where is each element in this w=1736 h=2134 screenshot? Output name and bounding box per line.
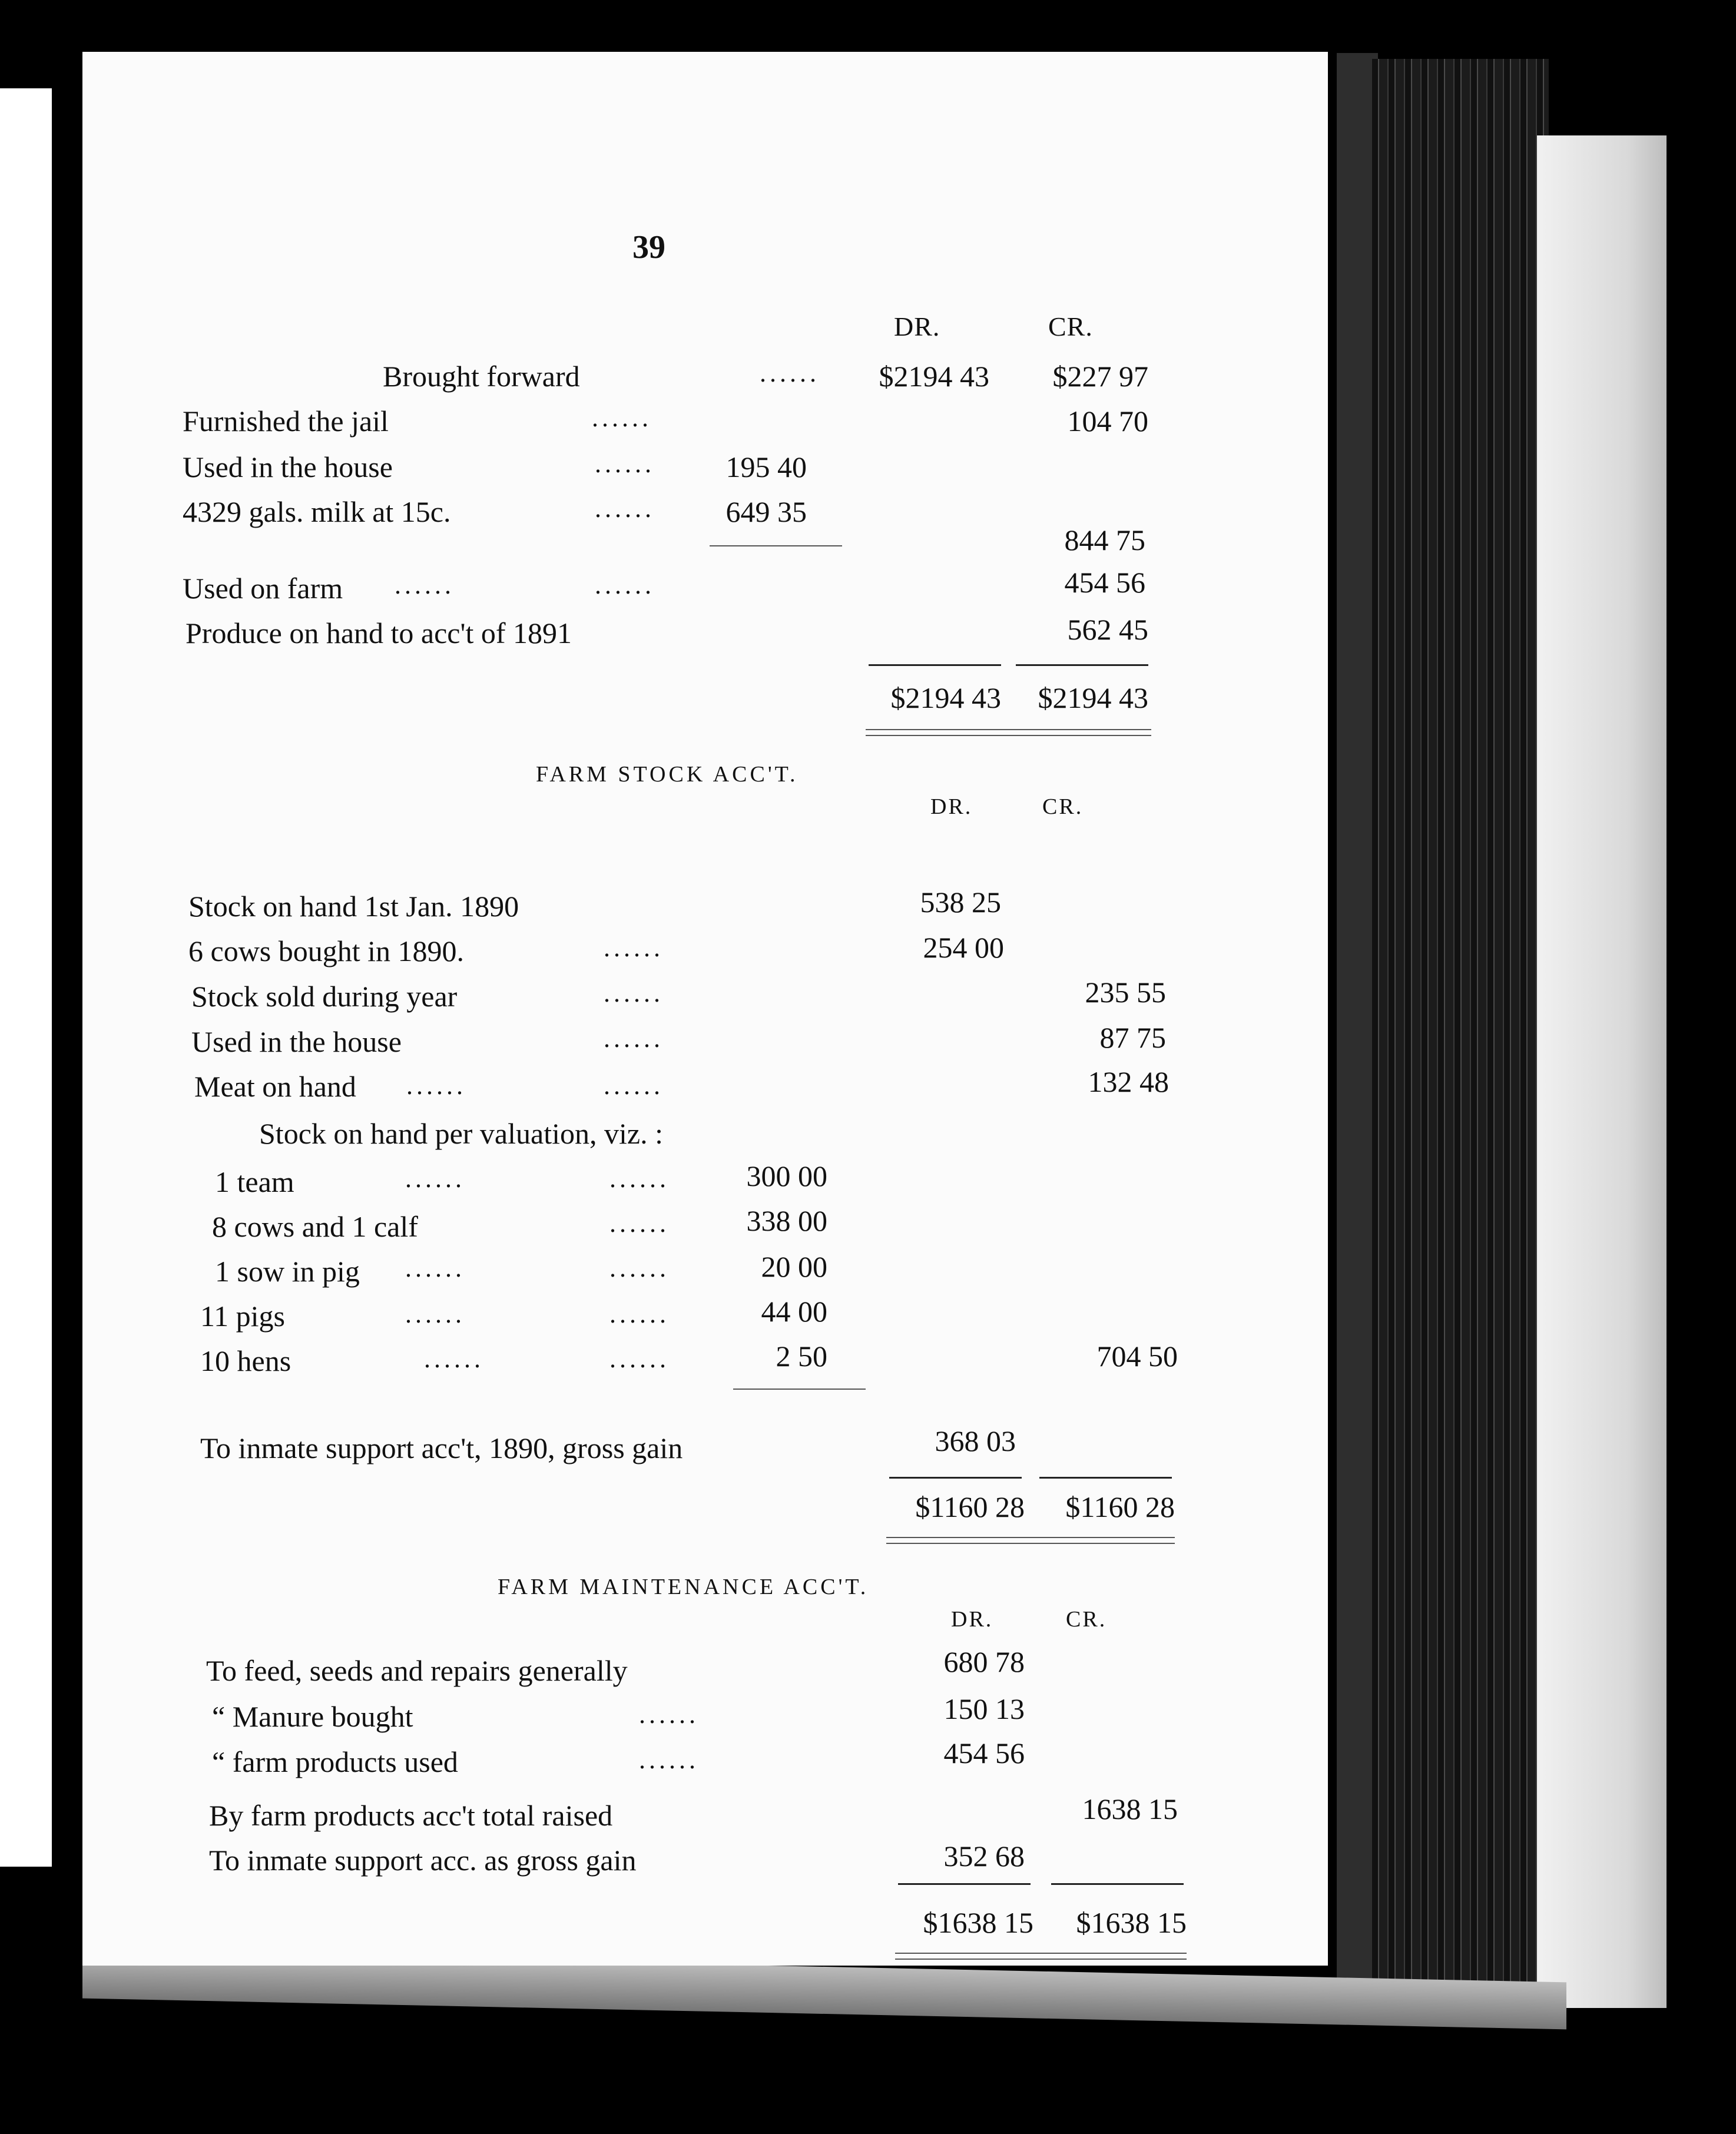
double-rule xyxy=(866,735,1151,736)
valuation-label: Stock on hand per valuation, viz. : xyxy=(259,1117,663,1150)
leader-dots: ...... xyxy=(609,1254,670,1283)
stock-sold-cr: 235 55 xyxy=(1085,976,1166,1009)
by-farm-products-cr: 1638 15 xyxy=(1082,1792,1178,1825)
valuation-item-value: 2 50 xyxy=(776,1340,827,1373)
stock-on-hand-dr: 538 25 xyxy=(920,886,1001,919)
milk-subtotal: 649 35 xyxy=(725,495,807,528)
products-used-dr: 454 56 xyxy=(943,1737,1025,1770)
scanned-page xyxy=(82,52,1328,1966)
valuation-item-label: 1 team xyxy=(215,1165,294,1198)
leader-dots: ...... xyxy=(405,1300,465,1328)
leader-dots: ...... xyxy=(592,403,652,432)
cows-bought-label: 6 cows bought in 1890. xyxy=(188,935,465,967)
farm-maintenance-total-dr: $1638 15 xyxy=(923,1906,1033,1939)
leader-dots: ...... xyxy=(609,1164,670,1193)
subtotal-rule xyxy=(710,545,842,546)
valuation-item-label: 1 sow in pig xyxy=(215,1255,360,1288)
leader-dots: ...... xyxy=(639,1700,699,1729)
stock-on-hand-label: Stock on hand 1st Jan. 1890 xyxy=(188,890,519,923)
leader-dots: ...... xyxy=(760,359,820,387)
leader-dots: ...... xyxy=(609,1344,670,1373)
cows-bought-dr: 254 00 xyxy=(923,931,1004,964)
double-rule xyxy=(886,1543,1175,1544)
feed-label: To feed, seeds and repairs generally xyxy=(206,1654,628,1687)
products-used-label: “ farm products used xyxy=(212,1745,458,1778)
double-rule xyxy=(886,1537,1175,1538)
used-house-subtotal: 195 40 xyxy=(725,450,807,483)
book-page-edges xyxy=(1372,59,1549,2008)
produce-cr: 562 45 xyxy=(1067,613,1148,646)
farm-maintenance-total-cr: $1638 15 xyxy=(1076,1906,1187,1939)
leader-dots: ...... xyxy=(604,979,664,1008)
valuation-item-value: 300 00 xyxy=(746,1159,827,1192)
adjacent-leaf xyxy=(1537,135,1667,2008)
produce-label: Produce on hand to acc't of 1891 xyxy=(185,617,572,650)
valuation-item-value: 44 00 xyxy=(761,1295,827,1328)
inmate-gain-label: To inmate support acc't, 1890, gross gain xyxy=(200,1431,683,1464)
leader-dots: ...... xyxy=(604,933,664,962)
farm-products-total-cr: $2194 43 xyxy=(1038,681,1148,714)
farm-stock-total-dr: $1160 28 xyxy=(915,1490,1025,1523)
total-rule xyxy=(869,664,1001,666)
manure-label: “ Manure bought xyxy=(212,1700,413,1733)
cr-header: CR. xyxy=(1048,312,1093,342)
maintenance-inmate-label: To inmate support acc. as gross gain xyxy=(209,1844,637,1877)
milk-group-total: 844 75 xyxy=(1064,523,1145,556)
stock-used-house-label: Used in the house xyxy=(191,1025,402,1058)
leader-dots: ...... xyxy=(424,1344,484,1373)
furnished-jail-label: Furnished the jail xyxy=(183,405,389,438)
double-rule xyxy=(895,1953,1187,1954)
adjacent-page-edge xyxy=(0,88,52,1867)
leader-dots: ...... xyxy=(639,1745,699,1774)
valuation-item-label: 11 pigs xyxy=(200,1300,285,1333)
maintenance-inmate-dr: 352 68 xyxy=(943,1840,1025,1873)
brought-forward-label: Brought forward xyxy=(383,360,580,393)
double-rule xyxy=(895,1959,1187,1960)
brought-forward-dr: $2194 43 xyxy=(879,360,989,393)
cr-header: CR. xyxy=(1042,794,1084,819)
leader-dots: ...... xyxy=(405,1164,465,1193)
meat-label: Meat on hand xyxy=(194,1070,356,1103)
cr-header: CR. xyxy=(1066,1607,1107,1632)
leader-dots: ...... xyxy=(595,571,655,599)
used-farm-label: Used on farm xyxy=(183,572,343,605)
double-rule xyxy=(866,729,1151,730)
meat-cr: 132 48 xyxy=(1088,1065,1169,1098)
dr-header: DR. xyxy=(930,794,973,819)
valuation-total-cr: 704 50 xyxy=(1096,1340,1178,1373)
total-rule xyxy=(1039,1477,1172,1479)
leader-dots: ...... xyxy=(595,494,655,523)
inmate-gain-dr: 368 03 xyxy=(935,1424,1016,1457)
valuation-item-value: 338 00 xyxy=(746,1204,827,1237)
leader-dots: ...... xyxy=(406,1071,466,1100)
total-rule xyxy=(1016,664,1148,666)
leader-dots: ...... xyxy=(609,1300,670,1328)
valuation-item-label: 8 cows and 1 calf xyxy=(212,1210,418,1243)
section-title-farm-stock: FARM STOCK ACC'T. xyxy=(536,762,799,787)
leader-dots: ...... xyxy=(604,1024,664,1053)
page-number: 39 xyxy=(632,229,665,266)
valuation-item-value: 20 00 xyxy=(761,1250,827,1283)
section-title-farm-maintenance: FARM MAINTENANCE ACC'T. xyxy=(498,1575,869,1599)
total-rule xyxy=(889,1477,1022,1479)
feed-dr: 680 78 xyxy=(943,1645,1025,1678)
milk-label: 4329 gals. milk at 15c. xyxy=(183,495,451,528)
farm-stock-total-cr: $1160 28 xyxy=(1065,1490,1175,1523)
total-rule xyxy=(898,1883,1031,1885)
used-farm-cr: 454 56 xyxy=(1064,566,1145,599)
leader-dots: ...... xyxy=(405,1254,465,1283)
by-farm-products-label: By farm products acc't total raised xyxy=(209,1799,613,1832)
farm-products-total-dr: $2194 43 xyxy=(890,681,1001,714)
subtotal-rule xyxy=(733,1389,866,1390)
total-rule xyxy=(1051,1883,1184,1885)
manure-dr: 150 13 xyxy=(943,1692,1025,1725)
leader-dots: ...... xyxy=(604,1071,664,1100)
dr-header: DR. xyxy=(951,1607,993,1632)
leader-dots: ...... xyxy=(395,571,455,599)
brought-forward-cr: $227 97 xyxy=(1052,360,1148,393)
leader-dots: ...... xyxy=(609,1209,670,1238)
stock-used-house-cr: 87 75 xyxy=(1099,1021,1166,1054)
used-house-label: Used in the house xyxy=(183,450,393,483)
dr-header: DR. xyxy=(894,312,940,342)
furnished-jail-cr: 104 70 xyxy=(1067,405,1148,438)
leader-dots: ...... xyxy=(595,449,655,478)
valuation-item-label: 10 hens xyxy=(200,1344,291,1377)
stock-sold-label: Stock sold during year xyxy=(191,980,458,1013)
